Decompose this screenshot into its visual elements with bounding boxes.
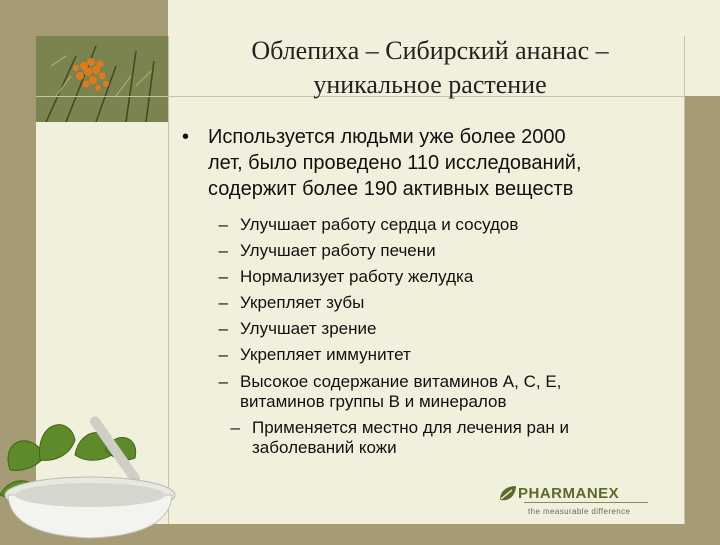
main-bullet-line-3: содержит более 190 активных веществ [208,178,574,200]
local-use-text [252,418,680,458]
vitamins-line-2: витаминов группы В и минералов [240,392,507,411]
list-item [180,342,680,368]
list-item-text: Улучшает работу сердца и сосудов [240,215,519,234]
main-bullet-line-2: лет, было проведено 110 исследований, [208,152,582,174]
dash-icon: – [218,345,228,364]
list-item-text: Улучшает зрение [240,319,377,338]
frame-divider-right [684,36,685,524]
slide-body [180,124,680,458]
dash-icon: – [218,267,228,286]
title-line-2: уникальное растение [313,70,547,99]
logo-tagline: the measurable difference [528,507,631,516]
dash-icon: – [230,418,240,437]
list-item-text: Улучшает работу печени [240,241,436,260]
main-bullet [180,124,680,202]
slide-title [180,34,680,102]
vitamins-text [240,372,680,412]
main-bullet-line-1: Используется людьми уже более 2000 [208,126,566,148]
title-line-1: Облепиха – Сибирский ананас – [251,36,609,65]
list-item-text: Укрепляет зубы [240,293,365,312]
dash-icon: – [218,241,228,260]
leaf-icon [498,484,518,504]
list-item-text: Укрепляет иммунитет [240,345,411,364]
list-item [180,238,680,264]
dash-icon: – [218,215,228,234]
list-item [180,316,680,342]
list-item [180,264,680,290]
list-item-text: Нормализует работу желудка [240,267,474,286]
list-item-vitamins [180,372,680,412]
list-item [180,290,680,316]
mortar-herbs-image [0,400,190,540]
sea-buckthorn-photo [36,36,168,122]
dash-icon: – [218,319,228,338]
main-bullet-text [208,124,582,202]
logo-wordmark: PHARMANEX [518,485,620,502]
local-use-line-1: Применяется местно для лечения ран и [252,418,570,437]
vitamins-line-1: Высокое содержание витаминов А, С, Е, [240,372,562,391]
dash-icon: – [218,372,228,391]
pharmanex-logo [498,484,648,524]
list-item [180,212,680,238]
logo-divider [524,502,648,503]
bullet-dot-icon: • [182,126,190,148]
list-item-local-use [180,418,680,458]
dash-icon: – [218,293,228,312]
local-use-line-2: заболеваний кожи [252,438,397,457]
